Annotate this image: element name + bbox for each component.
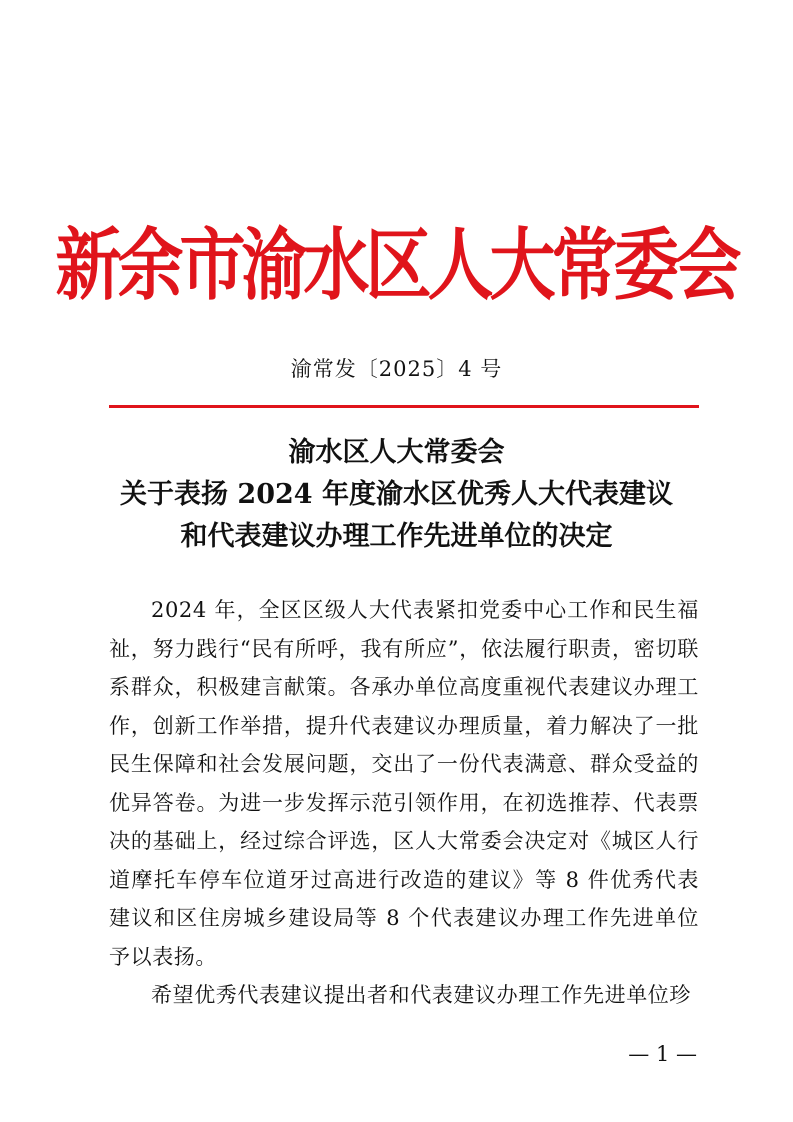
body-paragraph-2: 希望优秀代表建议提出者和代表建议办理工作先进单位珍 [151, 983, 691, 1007]
document-title [0, 432, 793, 558]
document-body [109, 591, 699, 1015]
org-header-title: 新余市渝水区人大常委会 [55, 219, 738, 312]
body-paragraph-1: 2024 年，全区区级人大代表紧扣党委中心工作和民生福祉，努力践行“民有所呼，我有所应”，依法履行职责，密切联系群众，积极建言献策。各承办单位高度重视代表建议办理工作，创新工作举措，提升代表建议办理质量，着力解决了一批民生保障和社会发展问题，交出了一份代表满意、群众受益的优异答卷。为进一步发挥示范引领作用，在初选推荐、代表票决的基础上，经过综合评选，区人大常委会决定对《城区人行道摩托车停车位道牙过高进行改造的建议》等 8 件优秀代表建议和区住房城乡建设局等 8 个代表建议办理工作先进单位予以表扬。 [109, 598, 699, 969]
red-divider-line [109, 405, 699, 408]
title-line-2: 关于表扬 2024 年度渝水区优秀人大代表建议 [120, 479, 673, 510]
document-number: 渝常发〔2025〕4 号 [290, 357, 503, 381]
page-number: — 1 — [628, 1042, 697, 1066]
title-line-3: 和代表建议办理工作先进单位的决定 [180, 521, 613, 552]
title-line-1: 渝水区人大常委会 [288, 437, 505, 468]
